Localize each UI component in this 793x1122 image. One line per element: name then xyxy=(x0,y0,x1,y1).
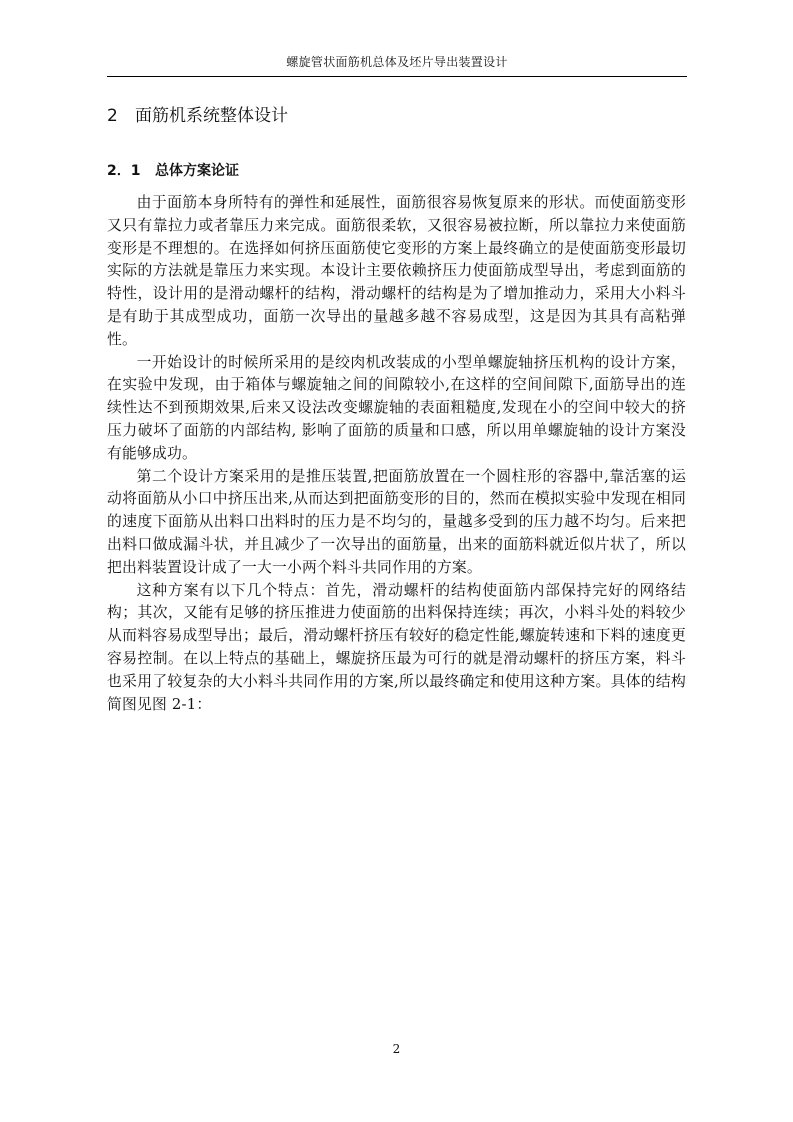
chapter-number: 2 xyxy=(107,106,118,126)
body-text xyxy=(107,192,686,716)
running-header xyxy=(107,54,687,77)
chapter-title: 面筋机系统整体设计 xyxy=(135,106,288,126)
paragraph: 一开始设计的时候所采用的是绞肉机改装成的小型单螺旋轴挤压机构的设计方案，在实验中发现，由于箱体与螺旋轴之间的间隙较小,在这样的空间间隙下,面筋导出的连续性达不到预期效果,后来又设法改变螺旋轴的表面粗糙度,发现在小的空间中较大的挤压力破坏了面筋的内部结构, 影响了面筋的质量和口感，所以用单螺旋轴的设计方案没有能够成功。 xyxy=(107,353,686,462)
paragraph: 第二个设计方案采用的是推压装置,把面筋放置在一个圆柱形的容器中,靠活塞的运动将面筋从小口中挤压出来,从而达到把面筋变形的目的，然而在模拟实验中发现在相同的速度下面筋从出料口出料时的压力是不均匀的，量越多受到的压力越不均匀。后来把出料口做成漏斗状，并且减少了一次导出的面筋量，出来的面筋料就近似片状了，所以把出料装置设计成了一大一小两个料斗共同作用的方案。 xyxy=(107,467,686,576)
paragraph: 由于面筋本身所特有的弹性和延展性，面筋很容易恢复原来的形状。而使面筋变形又只有靠拉力或者靠压力来完成。面筋很柔软，又很容易被拉断，所以靠拉力来使面筋变形是不理想的。在选择如何挤压面筋使它变形的方案上最终确立的是使面筋变形最切实际的方法就是靠压力来实现。本设计主要依赖挤压力使面筋成型导出，考虑到面筋的特性，设计用的是滑动螺杆的结构，滑动螺杆的结构是为了增加推动力，采用大小料斗是有助于其成型成功，面筋一次导出的量越多越不容易成型，这是因为其具有高粘弹性。 xyxy=(107,194,686,348)
running-header-title: 螺旋管状面筋机总体及坯片导出装置设计 xyxy=(286,55,508,69)
paragraph: 这种方案有以下几个特点：首先，滑动螺杆的结构使面筋内部保持完好的网络结构；其次，又能有足够的挤压推进力使面筋的出料保持连续；再次，小料斗处的料较少从而料容易成型导出；最后，滑动螺杆挤压有较好的稳定性能,螺旋转速和下料的速度更容易控制。在以上特点的基础上，螺旋挤压最为可行的就是滑动螺杆的挤压方案，料斗也采用了较复杂的大小料斗共同作用的方案,所以最终确定和使用这种方案。具体的结构简图见图 2-1： xyxy=(107,581,686,713)
chapter-heading xyxy=(107,104,288,128)
section-heading xyxy=(107,160,239,182)
page-number: 2 xyxy=(392,1042,401,1056)
section-title: 总体方案论证 xyxy=(155,163,239,179)
section-number: 2．1 xyxy=(107,163,141,179)
